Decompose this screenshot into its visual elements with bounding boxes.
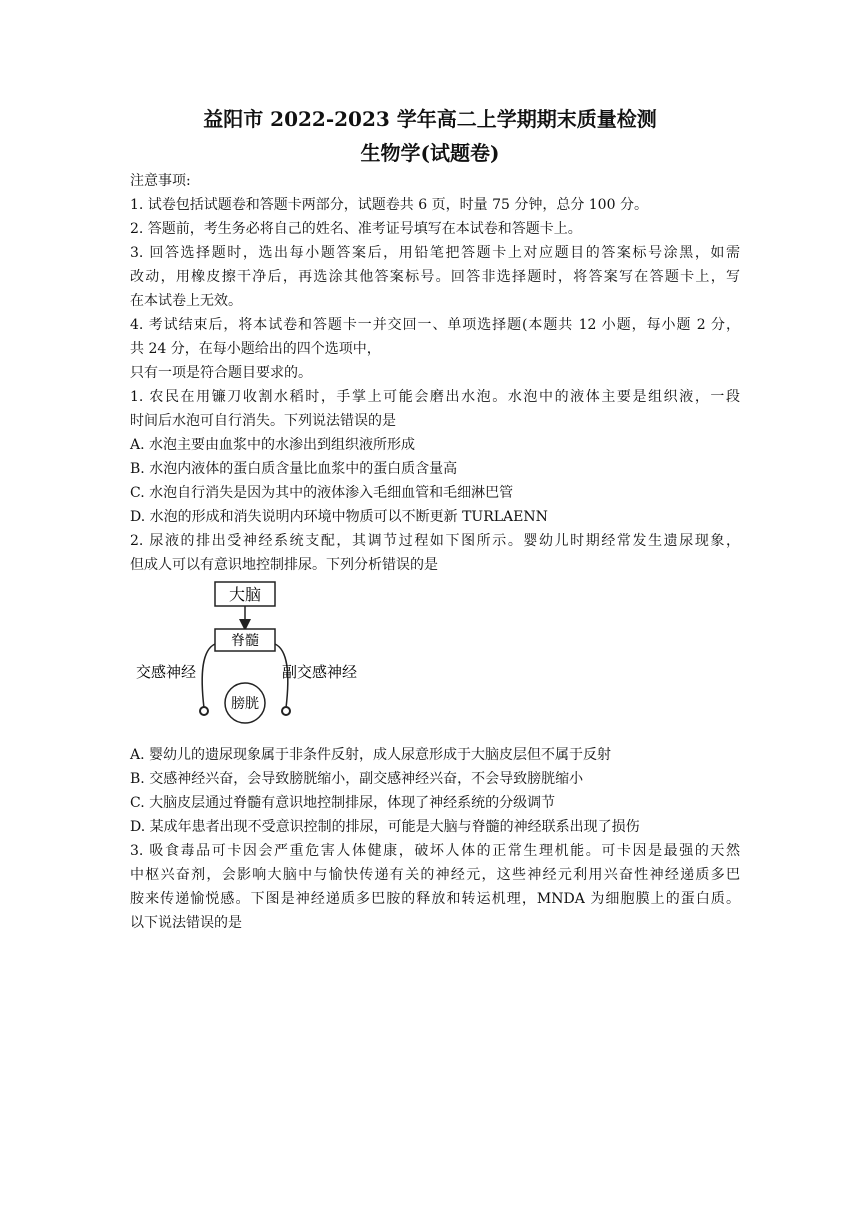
exam-subtitle: 生物学(试题卷) (360, 141, 500, 165)
sympathetic-label: 交感神经 (136, 663, 197, 681)
notes-heading: 注意事项: (130, 173, 191, 189)
q2-option-a: A. 婴幼儿的遗尿现象属于非条件反射，成人尿意形成于大脑皮层但不属于反射 (130, 747, 612, 763)
note-line: 4. 考试结束后，将本试卷和答题卡一并交回一、单项选择题(本题共 12 小题，每小题 2 分， (130, 317, 740, 333)
q2-stem-line: 但成人可以有意识地控制排尿。下列分析错误的是 (130, 557, 438, 573)
spinal-cord-label: 脊髓 (231, 633, 259, 649)
bladder-label: 膀胱 (231, 696, 259, 712)
note-line: 只有一项是符合题目要求的。 (130, 365, 312, 381)
note-line: 2. 答题前，考生务必将自己的姓名、准考证号填写在本试卷和答题卡上。 (130, 221, 582, 237)
q3-stem-line: 中枢兴奋剂，会影响大脑中与愉快传递有关的神经元，这些神经元利用兴奋性神经递质多巴 (130, 867, 740, 883)
note-line: 1. 试卷包括试题卷和答题卡两部分，试题卷共 6 页，时量 75 分钟，总分 100 分。 (130, 197, 648, 213)
q3-stem-line: 胺来传递愉悦感。下图是神经递质多巴胺的释放和转运机理，MNDA 为细胞膜上的蛋白质。 (130, 891, 740, 907)
q1-stem-line: 时间后水泡可自行消失。下列说法错误的是 (130, 413, 396, 429)
q1-stem-line: 1. 农民在用镰刀收割水稻时，手掌上可能会磨出水泡。水泡中的液体主要是组织液，一段 (130, 389, 740, 405)
note-line: 共 24 分，在每小题给出的四个选项中， (130, 341, 381, 357)
q2-option-c: C. 大脑皮层通过脊髓有意识地控制排尿，体现了神经系统的分级调节 (130, 795, 556, 811)
q2-option-b: B. 交感神经兴奋，会导致膀胱缩小，副交感神经兴奋，不会导致膀胱缩小 (130, 771, 584, 787)
urination-diagram (132, 578, 368, 724)
sympathetic-nerve-line (202, 644, 215, 708)
exam-title: 益阳市 2022-2023 学年高二上学期期末质量检测 (203, 107, 657, 131)
q2-option-d: D. 某成年患者出现不受意识控制的排尿，可能是大脑与脊髓的神经联系出现了损伤 (130, 819, 640, 835)
q1-option-a: A. 水泡主要由血浆中的水渗出到组织液所形成 (130, 437, 416, 453)
q3-stem-line: 以下说法错误的是 (130, 915, 242, 931)
sympathetic-terminal (200, 707, 208, 715)
brain-label: 大脑 (228, 585, 262, 604)
parasympathetic-label: 副交感神经 (282, 663, 358, 681)
note-line: 在本试卷上无效。 (130, 293, 242, 309)
q2-stem-line: 2. 尿液的排出受神经系统支配，其调节过程如下图所示。婴幼儿时期经常发生遗尿现象， (130, 533, 740, 549)
q1-option-c: C. 水泡自行消失是因为其中的液体渗入毛细血管和毛细淋巴管 (130, 485, 514, 501)
q3-stem-line: 3. 吸食毒品可卡因会严重危害人体健康，破坏人体的正常生理机能。可卡因是最强的天然 (130, 843, 740, 859)
q1-option-d: D. 水泡的形成和消失说明内环境中物质可以不断更新 TURLAENN (130, 509, 548, 525)
parasympathetic-terminal (282, 707, 290, 715)
note-line: 3. 回答选择题时，选出每小题答案后，用铅笔把答题卡上对应题目的答案标号涂黑，如需 (130, 245, 740, 261)
q1-option-b: B. 水泡内液体的蛋白质含量比血浆中的蛋白质含量高 (130, 461, 458, 477)
note-line: 改动，用橡皮擦干净后，再选涂其他答案标号。回答非选择题时，将答案写在答题卡上，写 (130, 269, 740, 285)
